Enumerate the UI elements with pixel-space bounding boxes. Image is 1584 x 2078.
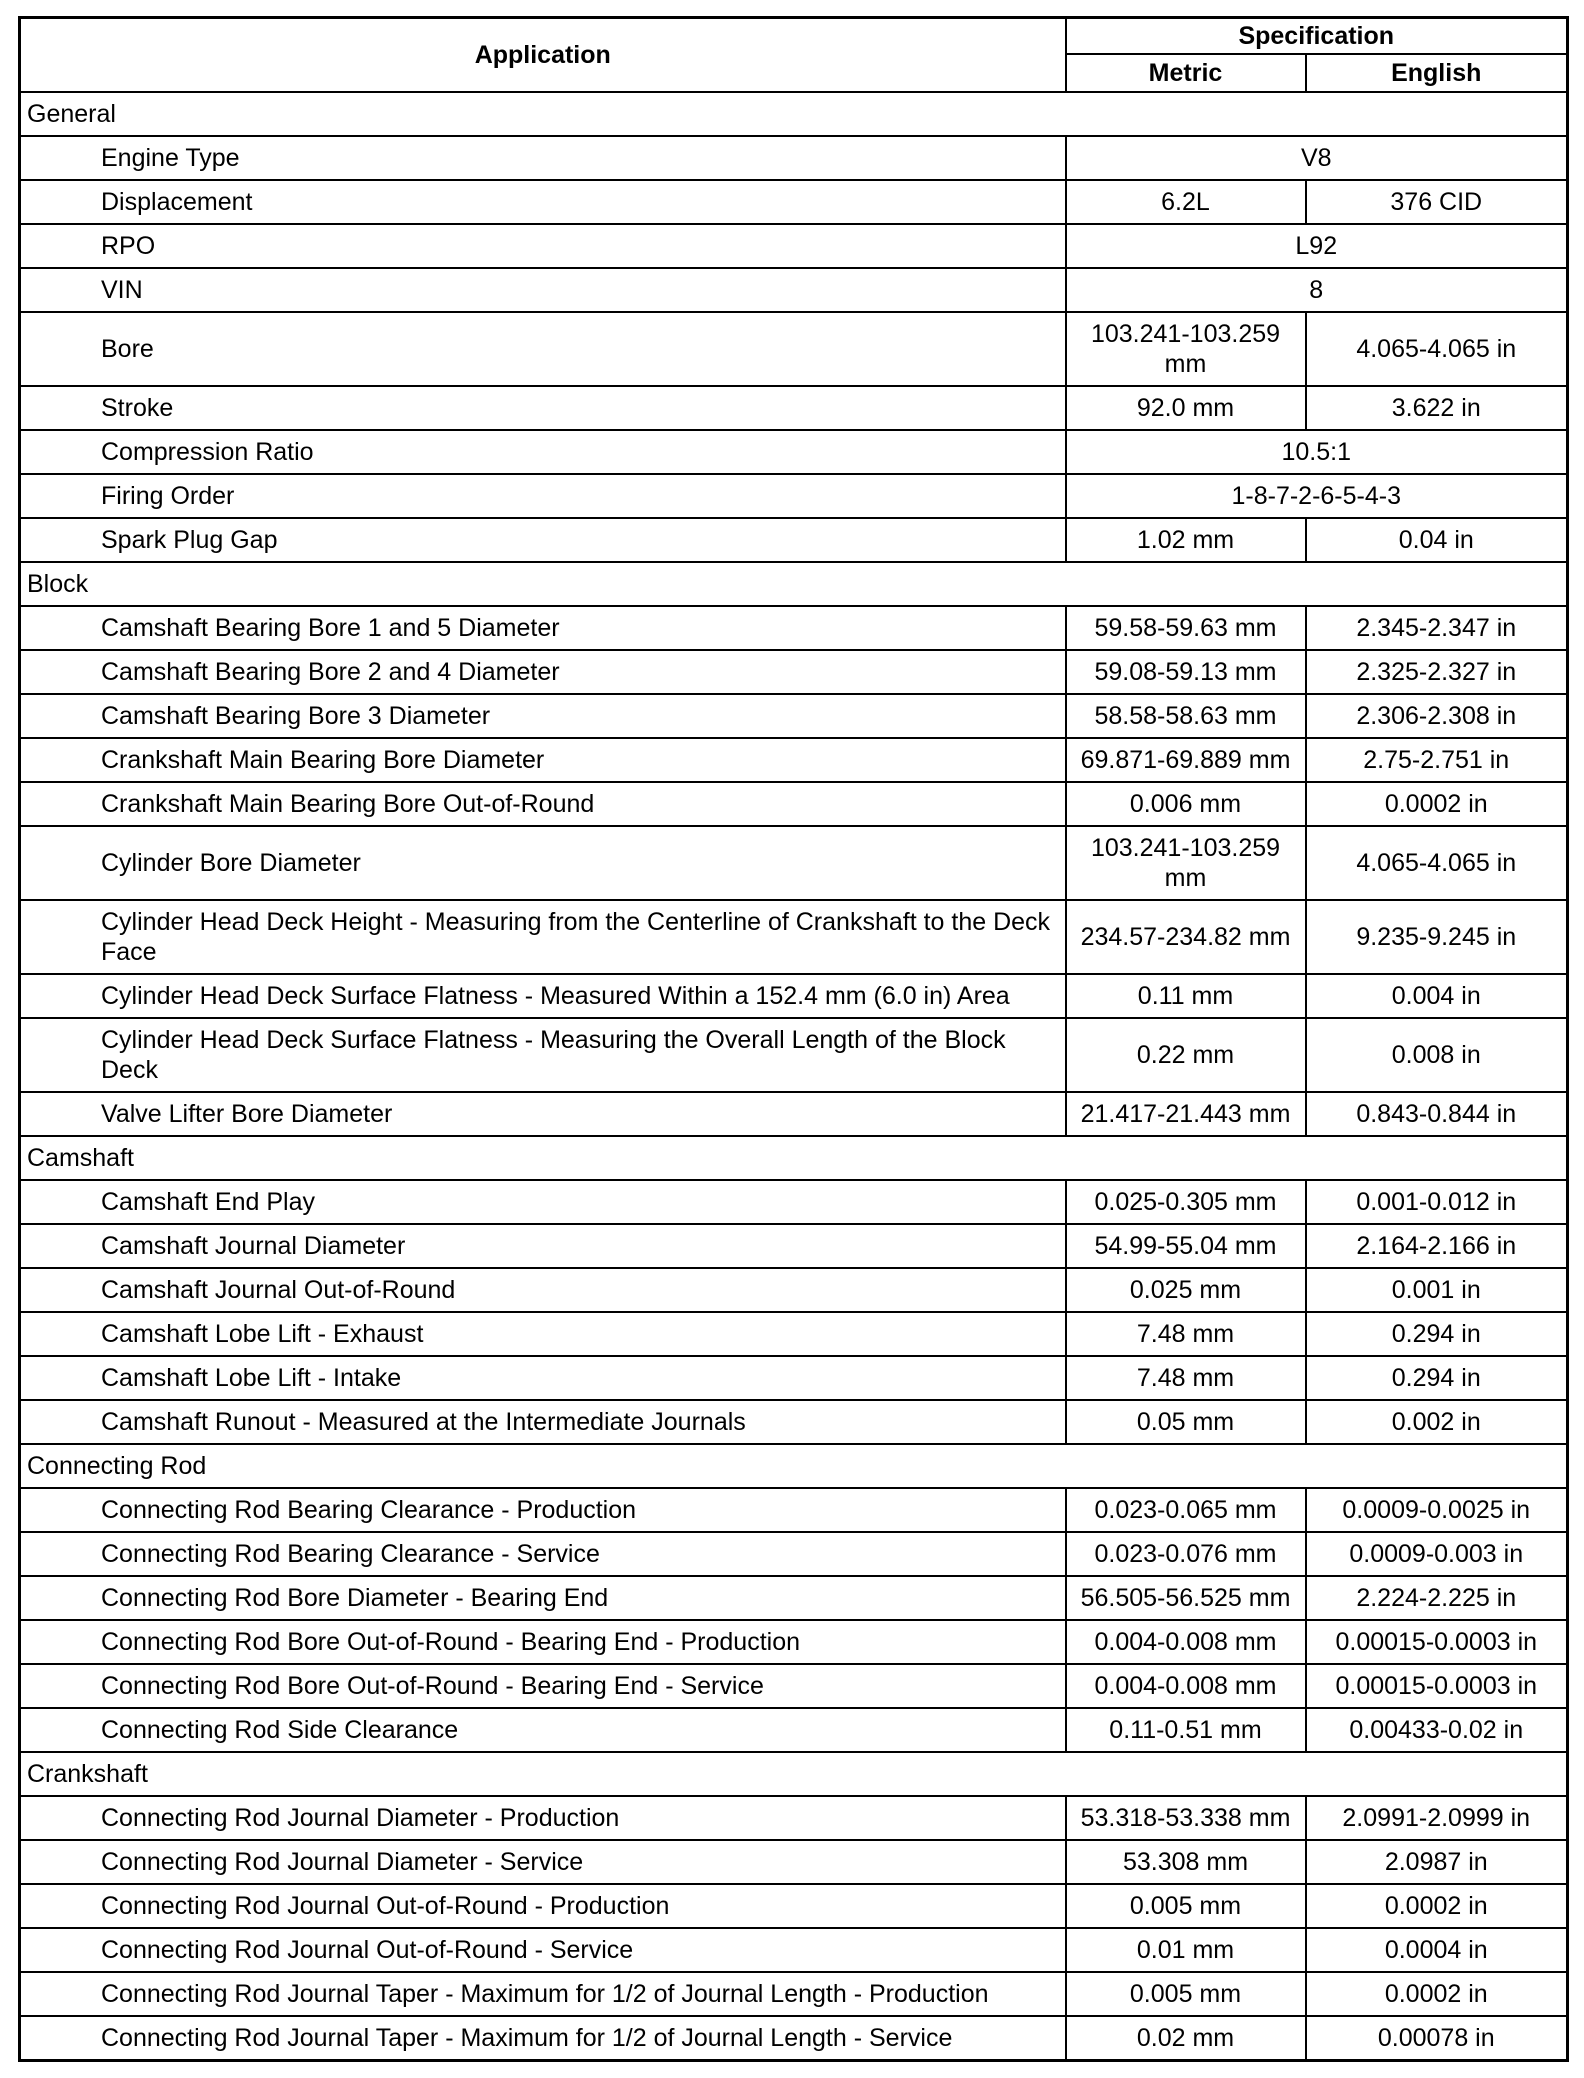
application-cell: Camshaft Journal Out-of-Round bbox=[20, 1268, 1066, 1312]
application-cell: Camshaft Bearing Bore 2 and 4 Diameter bbox=[20, 650, 1066, 694]
application-cell: Connecting Rod Bearing Clearance - Production bbox=[20, 1488, 1066, 1532]
spec-row bbox=[20, 1532, 1568, 1576]
metric-value-cell: 103.241-103.259 mm bbox=[1066, 826, 1306, 900]
metric-value-cell: 0.004-0.008 mm bbox=[1066, 1620, 1306, 1664]
specification-header: Specification bbox=[1066, 18, 1568, 55]
spec-row bbox=[20, 2016, 1568, 2061]
english-value-cell: 0.002 in bbox=[1306, 1400, 1568, 1444]
application-header: Application bbox=[20, 18, 1066, 93]
spec-row bbox=[20, 826, 1568, 900]
metric-value-cell: 6.2L bbox=[1066, 180, 1306, 224]
application-cell: VIN bbox=[20, 268, 1066, 312]
spec-value-cell: V8 bbox=[1066, 136, 1568, 180]
application-cell: Camshaft Bearing Bore 3 Diameter bbox=[20, 694, 1066, 738]
english-value-cell: 9.235-9.245 in bbox=[1306, 900, 1568, 974]
spec-row bbox=[20, 136, 1568, 180]
english-header: English bbox=[1306, 54, 1568, 92]
spec-value-cell: 8 bbox=[1066, 268, 1568, 312]
section-header-row bbox=[20, 92, 1568, 136]
english-value-cell: 0.001 in bbox=[1306, 1268, 1568, 1312]
spec-row bbox=[20, 650, 1568, 694]
application-cell: Displacement bbox=[20, 180, 1066, 224]
section-title: General bbox=[20, 92, 1568, 136]
spec-row bbox=[20, 430, 1568, 474]
metric-value-cell: 0.11-0.51 mm bbox=[1066, 1708, 1306, 1752]
section-header-row bbox=[20, 1136, 1568, 1180]
spec-row bbox=[20, 1928, 1568, 1972]
english-value-cell: 2.0987 in bbox=[1306, 1840, 1568, 1884]
application-cell: Camshaft Runout - Measured at the Intermediate Journals bbox=[20, 1400, 1066, 1444]
metric-value-cell: 0.025 mm bbox=[1066, 1268, 1306, 1312]
metric-value-cell: 0.05 mm bbox=[1066, 1400, 1306, 1444]
metric-value-cell: 103.241-103.259 mm bbox=[1066, 312, 1306, 386]
english-value-cell: 4.065-4.065 in bbox=[1306, 312, 1568, 386]
metric-value-cell: 0.004-0.008 mm bbox=[1066, 1664, 1306, 1708]
english-value-cell: 2.75-2.751 in bbox=[1306, 738, 1568, 782]
application-cell: Connecting Rod Journal Taper - Maximum for 1/2 of Journal Length - Production bbox=[20, 1972, 1066, 2016]
section-title: Connecting Rod bbox=[20, 1444, 1568, 1488]
application-cell: Compression Ratio bbox=[20, 430, 1066, 474]
spec-row bbox=[20, 474, 1568, 518]
metric-value-cell: 0.01 mm bbox=[1066, 1928, 1306, 1972]
spec-row bbox=[20, 268, 1568, 312]
spec-row bbox=[20, 180, 1568, 224]
spec-row bbox=[20, 738, 1568, 782]
metric-value-cell: 56.505-56.525 mm bbox=[1066, 1576, 1306, 1620]
application-cell: Cylinder Head Deck Surface Flatness - Measured Within a 152.4 mm (6.0 in) Area bbox=[20, 974, 1066, 1018]
metric-value-cell: 0.02 mm bbox=[1066, 2016, 1306, 2061]
application-cell: Camshaft Lobe Lift - Exhaust bbox=[20, 1312, 1066, 1356]
spec-row bbox=[20, 1268, 1568, 1312]
english-value-cell: 3.622 in bbox=[1306, 386, 1568, 430]
english-value-cell: 2.224-2.225 in bbox=[1306, 1576, 1568, 1620]
metric-value-cell: 92.0 mm bbox=[1066, 386, 1306, 430]
spec-row bbox=[20, 1180, 1568, 1224]
metric-value-cell: 0.023-0.076 mm bbox=[1066, 1532, 1306, 1576]
spec-value-cell: 1-8-7-2-6-5-4-3 bbox=[1066, 474, 1568, 518]
application-cell: Connecting Rod Bearing Clearance - Service bbox=[20, 1532, 1066, 1576]
application-cell: Bore bbox=[20, 312, 1066, 386]
english-value-cell: 2.306-2.308 in bbox=[1306, 694, 1568, 738]
english-value-cell: 0.0002 in bbox=[1306, 782, 1568, 826]
spec-row bbox=[20, 1312, 1568, 1356]
spec-row bbox=[20, 1488, 1568, 1532]
spec-value-cell: L92 bbox=[1066, 224, 1568, 268]
english-value-cell: 0.04 in bbox=[1306, 518, 1568, 562]
spec-row bbox=[20, 1224, 1568, 1268]
english-value-cell: 0.294 in bbox=[1306, 1312, 1568, 1356]
application-cell: Connecting Rod Journal Diameter - Production bbox=[20, 1796, 1066, 1840]
spec-table-body bbox=[20, 92, 1568, 2061]
application-cell: Connecting Rod Journal Out-of-Round - Production bbox=[20, 1884, 1066, 1928]
english-value-cell: 2.345-2.347 in bbox=[1306, 606, 1568, 650]
specifications-table bbox=[18, 16, 1569, 2062]
spec-row bbox=[20, 1576, 1568, 1620]
english-value-cell: 0.0002 in bbox=[1306, 1884, 1568, 1928]
spec-value-cell: 10.5:1 bbox=[1066, 430, 1568, 474]
metric-value-cell: 21.417-21.443 mm bbox=[1066, 1092, 1306, 1136]
spec-row bbox=[20, 1796, 1568, 1840]
metric-value-cell: 69.871-69.889 mm bbox=[1066, 738, 1306, 782]
header-row-specification bbox=[20, 18, 1568, 55]
application-cell: Connecting Rod Bore Diameter - Bearing End bbox=[20, 1576, 1066, 1620]
metric-value-cell: 7.48 mm bbox=[1066, 1356, 1306, 1400]
application-cell: Engine Type bbox=[20, 136, 1066, 180]
spec-row bbox=[20, 1708, 1568, 1752]
application-cell: Camshaft Bearing Bore 1 and 5 Diameter bbox=[20, 606, 1066, 650]
english-value-cell: 0.00078 in bbox=[1306, 2016, 1568, 2061]
spec-row bbox=[20, 782, 1568, 826]
english-value-cell: 0.00015-0.0003 in bbox=[1306, 1664, 1568, 1708]
spec-row bbox=[20, 1400, 1568, 1444]
english-value-cell: 2.0991-2.0999 in bbox=[1306, 1796, 1568, 1840]
metric-value-cell: 53.308 mm bbox=[1066, 1840, 1306, 1884]
english-value-cell: 2.325-2.327 in bbox=[1306, 650, 1568, 694]
metric-value-cell: 0.023-0.065 mm bbox=[1066, 1488, 1306, 1532]
spec-row bbox=[20, 974, 1568, 1018]
application-cell: Crankshaft Main Bearing Bore Out-of-Round bbox=[20, 782, 1066, 826]
english-value-cell: 0.0009-0.0025 in bbox=[1306, 1488, 1568, 1532]
metric-value-cell: 0.005 mm bbox=[1066, 1884, 1306, 1928]
english-value-cell: 0.0009-0.003 in bbox=[1306, 1532, 1568, 1576]
english-value-cell: 0.294 in bbox=[1306, 1356, 1568, 1400]
spec-table-page bbox=[18, 16, 1566, 2062]
application-cell: Stroke bbox=[20, 386, 1066, 430]
metric-header: Metric bbox=[1066, 54, 1306, 92]
spec-row bbox=[20, 1884, 1568, 1928]
english-value-cell: 0.843-0.844 in bbox=[1306, 1092, 1568, 1136]
metric-value-cell: 59.58-59.63 mm bbox=[1066, 606, 1306, 650]
spec-row bbox=[20, 1972, 1568, 2016]
metric-value-cell: 53.318-53.338 mm bbox=[1066, 1796, 1306, 1840]
spec-row bbox=[20, 1356, 1568, 1400]
english-value-cell: 0.008 in bbox=[1306, 1018, 1568, 1092]
metric-value-cell: 54.99-55.04 mm bbox=[1066, 1224, 1306, 1268]
english-value-cell: 0.004 in bbox=[1306, 974, 1568, 1018]
spec-row bbox=[20, 900, 1568, 974]
spec-row bbox=[20, 386, 1568, 430]
spec-row bbox=[20, 606, 1568, 650]
english-value-cell: 4.065-4.065 in bbox=[1306, 826, 1568, 900]
spec-row bbox=[20, 1092, 1568, 1136]
section-header-row bbox=[20, 1752, 1568, 1796]
spec-row bbox=[20, 224, 1568, 268]
application-cell: Camshaft Journal Diameter bbox=[20, 1224, 1066, 1268]
spec-row bbox=[20, 518, 1568, 562]
spec-row bbox=[20, 1018, 1568, 1092]
application-cell: Cylinder Bore Diameter bbox=[20, 826, 1066, 900]
metric-value-cell: 0.005 mm bbox=[1066, 1972, 1306, 2016]
metric-value-cell: 0.006 mm bbox=[1066, 782, 1306, 826]
application-cell: Connecting Rod Bore Out-of-Round - Bearing End - Production bbox=[20, 1620, 1066, 1664]
section-header-row bbox=[20, 1444, 1568, 1488]
application-cell: Camshaft Lobe Lift - Intake bbox=[20, 1356, 1066, 1400]
metric-value-cell: 234.57-234.82 mm bbox=[1066, 900, 1306, 974]
application-cell: RPO bbox=[20, 224, 1066, 268]
spec-row bbox=[20, 1620, 1568, 1664]
metric-value-cell: 7.48 mm bbox=[1066, 1312, 1306, 1356]
application-cell: Connecting Rod Journal Out-of-Round - Service bbox=[20, 1928, 1066, 1972]
metric-value-cell: 58.58-58.63 mm bbox=[1066, 694, 1306, 738]
application-cell: Cylinder Head Deck Surface Flatness - Measuring the Overall Length of the Block Deck bbox=[20, 1018, 1066, 1092]
application-cell: Camshaft End Play bbox=[20, 1180, 1066, 1224]
metric-value-cell: 0.025-0.305 mm bbox=[1066, 1180, 1306, 1224]
application-cell: Cylinder Head Deck Height - Measuring from the Centerline of Crankshaft to the Deck Face bbox=[20, 900, 1066, 974]
application-cell: Connecting Rod Journal Diameter - Service bbox=[20, 1840, 1066, 1884]
section-title: Block bbox=[20, 562, 1568, 606]
application-cell: Crankshaft Main Bearing Bore Diameter bbox=[20, 738, 1066, 782]
english-value-cell: 0.00433-0.02 in bbox=[1306, 1708, 1568, 1752]
section-header-row bbox=[20, 562, 1568, 606]
section-title: Camshaft bbox=[20, 1136, 1568, 1180]
application-cell: Firing Order bbox=[20, 474, 1066, 518]
metric-value-cell: 0.22 mm bbox=[1066, 1018, 1306, 1092]
spec-row bbox=[20, 694, 1568, 738]
section-title: Crankshaft bbox=[20, 1752, 1568, 1796]
english-value-cell: 0.001-0.012 in bbox=[1306, 1180, 1568, 1224]
application-cell: Connecting Rod Side Clearance bbox=[20, 1708, 1066, 1752]
application-cell: Valve Lifter Bore Diameter bbox=[20, 1092, 1066, 1136]
metric-value-cell: 1.02 mm bbox=[1066, 518, 1306, 562]
english-value-cell: 2.164-2.166 in bbox=[1306, 1224, 1568, 1268]
english-value-cell: 376 CID bbox=[1306, 180, 1568, 224]
metric-value-cell: 0.11 mm bbox=[1066, 974, 1306, 1018]
application-cell: Connecting Rod Bore Out-of-Round - Bearing End - Service bbox=[20, 1664, 1066, 1708]
spec-row bbox=[20, 1840, 1568, 1884]
spec-row bbox=[20, 312, 1568, 386]
english-value-cell: 0.0004 in bbox=[1306, 1928, 1568, 1972]
application-cell: Spark Plug Gap bbox=[20, 518, 1066, 562]
metric-value-cell: 59.08-59.13 mm bbox=[1066, 650, 1306, 694]
application-cell: Connecting Rod Journal Taper - Maximum for 1/2 of Journal Length - Service bbox=[20, 2016, 1066, 2061]
spec-row bbox=[20, 1664, 1568, 1708]
english-value-cell: 0.0002 in bbox=[1306, 1972, 1568, 2016]
english-value-cell: 0.00015-0.0003 in bbox=[1306, 1620, 1568, 1664]
